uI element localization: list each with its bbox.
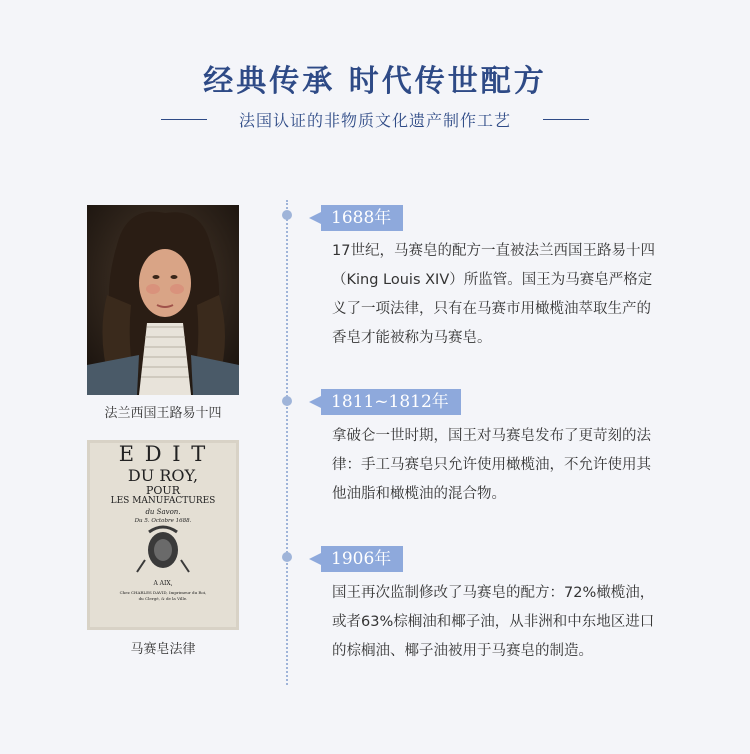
timeline-dot xyxy=(282,210,292,220)
edict-doc-line: POUR xyxy=(146,484,180,497)
portrait-caption: 法兰西国王路易十四 xyxy=(104,406,222,421)
edict-doc-line: A AIX, xyxy=(153,580,173,587)
page-title: 经典传承 时代传世配方 xyxy=(203,64,547,99)
year-tag-1906: 1906年 xyxy=(321,546,403,572)
subtitle-divider-left xyxy=(161,119,207,120)
edict-doc-line: E D I T xyxy=(118,442,208,466)
edict-doc-line: du Savon. xyxy=(145,508,181,516)
year-tag-1811-1812: 1811~1812年 xyxy=(321,389,461,415)
timeline-entry-1688: 17世纪，马赛皂的配方一直被法兰西国王路易十四（King Louis XIV）所监管。国王为马赛皂严格定义了一项法律，只有在马赛市用橄榄油萃取生产的香皂才能被称为马赛皂。 xyxy=(332,243,655,346)
edict-caption: 马赛皂法律 xyxy=(130,642,196,657)
edict-document-image xyxy=(87,440,239,630)
subtitle-divider-right xyxy=(543,119,589,120)
louis-xiv-portrait xyxy=(87,205,239,395)
edict-doc-line: du Clergé, & de la Ville. xyxy=(138,596,188,601)
timeline-dot xyxy=(282,552,292,562)
edict-doc-line: LES MANUFACTURES xyxy=(110,496,216,506)
year-tag-1688: 1688年 xyxy=(321,205,403,231)
timeline-entry-1906: 国王再次监制修改了马赛皂的配方：72%橄榄油，或者63%棕榈油和椰子油，从非洲和中东地区进口的棕榈油、椰子油被用于马赛皂的制造。 xyxy=(332,585,655,659)
subtitle-row xyxy=(0,108,750,131)
edict-doc-line: Du 5. Octobre 1688. xyxy=(134,518,192,524)
timeline-dot xyxy=(282,396,292,406)
page-subtitle: 法国认证的非物质文化遗产制作工艺 xyxy=(238,111,511,130)
edict-doc-line: Chez CHARLES DAVID, Imprimeur du Roi, xyxy=(119,590,207,595)
timeline-entry-1811-1812: 拿破仑一世时期，国王对马赛皂发布了更苛刻的法律：手工马赛皂只允许使用橄榄油，不允许使用其他油脂和橄榄油的混合物。 xyxy=(332,428,651,502)
timeline-line xyxy=(286,200,288,685)
edict-doc-line: DU ROY, xyxy=(127,466,199,485)
